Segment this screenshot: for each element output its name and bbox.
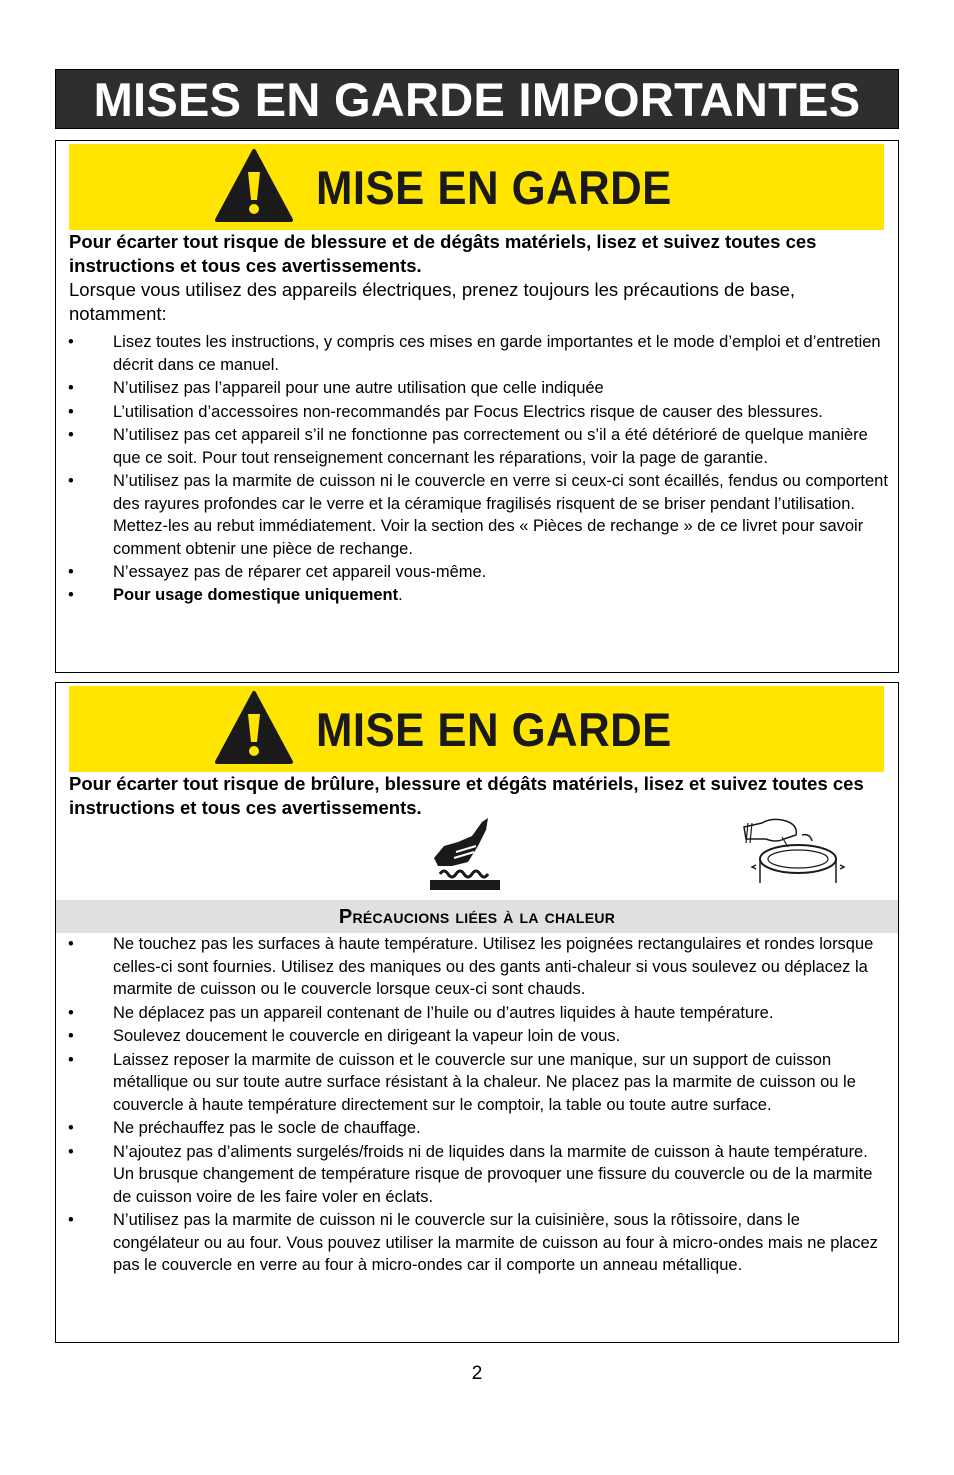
list-item: • Soulevez doucement le couvercle en dirigeant la vapeur loin de vous. (68, 1027, 621, 1045)
section-title: Précaucions liées à la chaleur (338, 906, 616, 928)
list-item: • Ne touchez pas les surfaces à haute température. Utilisez les poignées rectangulaires et rondes lorsque celles-ci sont fournies. Utilisez des maniques ou des gants anti-chaleur si vous soulevez ou déplacez la marmite de cuisson ou le couvercle lorsque ceux-ci sont chauds. (68, 935, 874, 998)
warning-triangle-icon (214, 148, 294, 224)
intro-bold: Pour écarter tout risque de brûlure, blessure et dégâts matériels, lisez et suivez toutes ces instructions et tous ces avertissements. (69, 773, 864, 818)
list-item: • N’essayez pas de réparer cet appareil vous-même. (68, 563, 487, 581)
page-title: MISES EN GARDE IMPORTANTES (55, 69, 899, 129)
list-item: • Pour usage domestique uniquement. (68, 585, 403, 604)
intro-bold: Pour écarter tout risque de blessure et de dégâts matériels, lisez et suivez toutes ces instructions et tous ces avertissements. (69, 231, 817, 276)
page-number: 2 (471, 1363, 483, 1384)
intro-normal: Lorsque vous utilisez des appareils électriques, prenez toujours les précautions de base, notamment: (69, 279, 796, 324)
safety-list-general (56, 331, 896, 606)
warning-banner-label: MISE EN GARDE (316, 161, 672, 214)
warning-box-general (55, 140, 899, 673)
list-item: • Laissez reposer la marmite de cuisson et le couvercle sur une manique, sur un support de cuisson métallique ou sur toute autre surface résistant à la chaleur. Ne placez pas la marmite de cuisson ou le couvercle à haute température directement sur le comptoir, la table ou toute autre surface. (68, 1050, 856, 1114)
list-item: • L’utilisation d’accessoires non-recommandés par Focus Electrics risque de causer des blessures. (68, 402, 823, 421)
list-item: • N’utilisez pas la marmite de cuisson ni le couvercle sur la cuisinière, sous la rôtissoire, dans le congélateur ou au four. Vous pouvez utiliser la marmite de cuisson au four à micro-ondes mais ne placez pas le couvercle en verre au four à micro-ondes car il comporte un anneau métallique. (68, 1211, 878, 1274)
warning-banner-label: MISE EN GARDE (316, 703, 672, 756)
lid-steam-hand-icon (738, 813, 858, 893)
list-item: • Ne déplacez pas un appareil contenant de l’huile ou d’autres liquides à haute température. (68, 1003, 774, 1022)
list-item: • N’utilisez pas l’appareil pour une autre utilisation que celle indiquée (68, 379, 604, 397)
warning-banner (69, 144, 884, 230)
list-item: • N’utilisez pas cet appareil s’il ne fonctionne pas correctement ou s’il a été détérioré de quelque manière que ce soit. Pour tout renseignement concernant les réparations, voir la page de garantie. (68, 426, 868, 467)
list-item: • N’utilisez pas la marmite de cuisson ni le couvercle en verre si ceux-ci sont écaillés, fendus ou comportent des rayures profondes car le verre et la céramique fragilisés risquent de se briser pendant l’utilisation. Mettez-les au rebut immédiatement. Voir la section des « Pièces de rechange » de ce livret pour savoir comment obtenir une pièce de rechange. (68, 472, 888, 558)
warning-triangle-icon (214, 690, 294, 766)
list-item: • N’ajoutez pas d’aliments surgelés/froids ni de liquides dans la marmite de cuisson à haute température. Un brusque changement de température risque de provoquer une fissure du couvercle ou de la marmite de cuisson voire de les faire voler en éclats. (68, 1142, 873, 1206)
intro-text (69, 230, 889, 326)
list-item: • Ne préchauffez pas le socle de chauffage. (68, 1119, 421, 1137)
warning-box-heat (55, 682, 899, 1343)
list-item: • Lisez toutes les instructions, y compris ces mises en garde importantes et le mode d’emploi et d’entretien décrit dans ce manuel. (68, 333, 881, 374)
safety-list-heat (56, 933, 896, 1277)
warning-banner (69, 686, 884, 772)
hot-surface-hand-icon (426, 816, 506, 896)
